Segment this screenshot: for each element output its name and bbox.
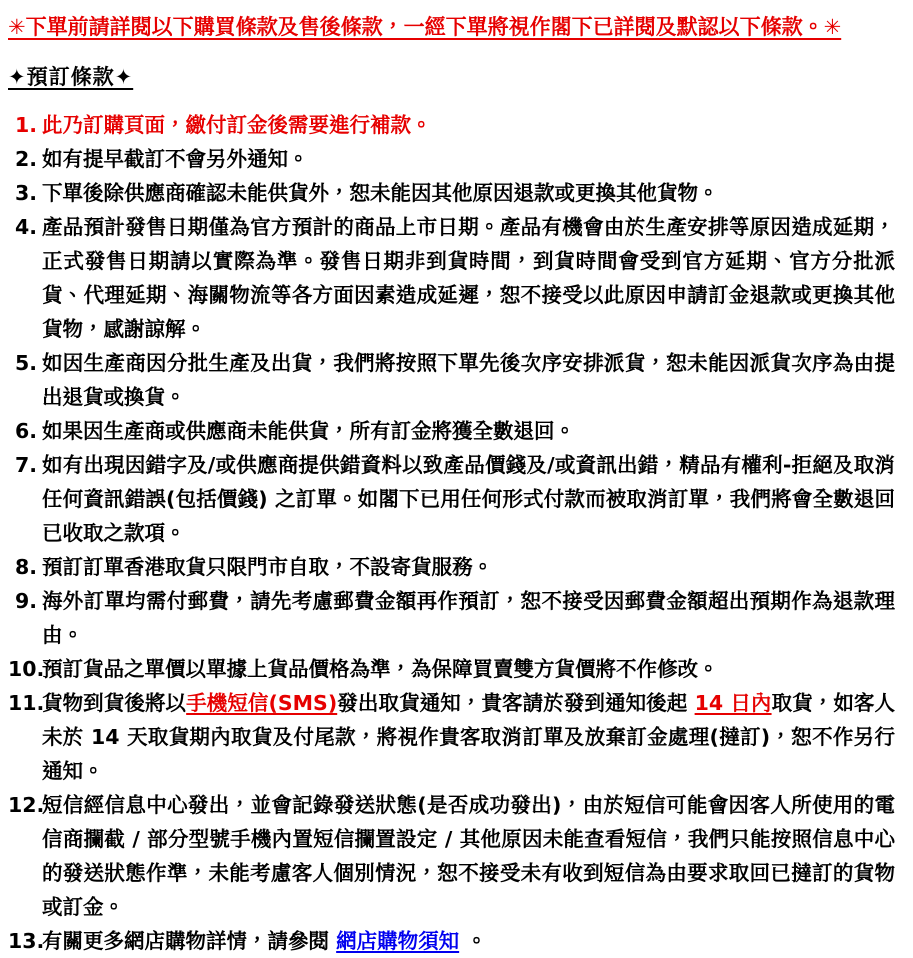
term-text xyxy=(42,147,309,171)
term-number: 3. xyxy=(14,181,37,206)
term-number: 6. xyxy=(14,419,37,444)
term-number: 2. xyxy=(14,147,37,172)
term-segment: 貨物到貨後將以 xyxy=(42,691,187,716)
term-segment: 此乃訂購頁面，繳付訂金後需要進行補款。 xyxy=(42,113,432,138)
term-item xyxy=(8,924,895,958)
term-text xyxy=(42,181,719,205)
term-number: 13. xyxy=(8,929,45,954)
term-item xyxy=(8,686,895,788)
term-item xyxy=(8,788,895,924)
term-segment: 有關更多網店購物詳情，請參閱 xyxy=(42,929,337,954)
term-text xyxy=(42,555,493,579)
term-segment: 預訂訂單香港取貨只限門市自取，不設寄貨服務。 xyxy=(42,555,493,580)
term-item xyxy=(8,550,895,584)
term-segment: 預訂貨品之單價以單據上貨品價格為準，為保障買賣雙方貨價將不作修改。 xyxy=(42,657,719,682)
term-item xyxy=(8,176,895,210)
term-number: 4. xyxy=(14,215,37,240)
term-segment: 海外訂單均需付郵費，請先考慮郵費金額再作預訂，恕不接受因郵費金額超出預期作為退款理由。 xyxy=(42,589,895,648)
terms-list xyxy=(8,108,895,958)
term-number: 10. xyxy=(8,657,45,682)
term-text xyxy=(42,691,895,783)
term-item xyxy=(8,414,895,448)
term-item xyxy=(8,210,895,346)
section-title-preorder-terms xyxy=(8,63,895,91)
term-segment: 取貨，如客人未於 14 天取貨期內取貨及付尾款，將視作貴客取消訂單及放棄訂金處理(撻訂)，恕不作另行通知。 xyxy=(42,691,896,784)
section-title-text: ✦預訂條款✦ xyxy=(8,65,134,89)
term-number: 12. xyxy=(8,793,45,818)
term-segment: 。 xyxy=(459,929,487,954)
term-number: 11. xyxy=(8,691,45,716)
pickup-deadline-highlight: 14 日內 xyxy=(694,691,772,716)
term-item xyxy=(8,142,895,176)
sms-highlight: 手機短信(SMS) xyxy=(186,691,338,716)
term-text xyxy=(42,657,719,681)
term-item xyxy=(8,448,895,550)
term-number: 7. xyxy=(14,453,37,478)
term-text xyxy=(42,215,895,341)
term-text xyxy=(42,589,895,647)
warning-title: ✳下單前請詳閱以下購買條款及售後條款，一經下單將視作閣下已詳閱及默認以下條款。✳ xyxy=(8,15,842,39)
term-item xyxy=(8,346,895,414)
term-item xyxy=(8,108,895,142)
term-segment: 短信經信息中心發出，並會記錄發送狀態(是否成功發出)，由於短信可能會因客人所使用的電信商攔截 / 部分型號手機內置短信攔置設定 / 其他原因未能查看短信，我們只能按照信息中心的發送狀態作準，未能考慮客人個別情況，恕不接受未有收到短信為由要求取回已撻訂的貨物或訂金。 xyxy=(42,793,895,920)
term-text xyxy=(42,351,895,409)
term-text xyxy=(42,793,895,919)
term-text xyxy=(42,453,895,545)
term-segment: 如因生產商因分批生產及出貨，我們將按照下單先後次序安排派貨，恕未能因派貨次序為由提出退貨或換貨。 xyxy=(42,351,895,410)
term-number: 8. xyxy=(14,555,37,580)
term-segment: 如有出現因錯字及/或供應商提供錯資料以致產品價錢及/或資訊出錯，精品有權利-拒絕及取消任何資訊錯誤(包括價錢) 之訂單。如閣下已用任何形式付款而被取消訂單，我們將會全數退回已收取之款項。 xyxy=(42,453,895,546)
term-segment: 下單後除供應商確認未能供貨外，恕未能因其他原因退款或更換其他貨物。 xyxy=(42,181,719,206)
term-number: 1. xyxy=(14,113,37,138)
term-segment: 如有提早截訂不會另外通知。 xyxy=(42,147,309,172)
term-text xyxy=(42,419,575,443)
term-text xyxy=(42,113,432,137)
shop-guide-link[interactable]: 網店購物須知 xyxy=(336,929,460,954)
term-segment: 產品預計發售日期僅為官方預計的商品上市日期。產品有機會由於生產安排等原因造成延期，正式發售日期請以實際為準。發售日期非到貨時間，到貨時間會受到官方延期、官方分批派貨、代理延期、海關物流等各方面因素造成延遲，恕不接受以此原因申請訂金退款或更換其他貨物，感謝諒解。 xyxy=(42,215,895,342)
term-number: 5. xyxy=(14,351,37,376)
term-segment: 發出取貨通知，貴客請於發到通知後起 xyxy=(337,691,695,716)
term-number: 9. xyxy=(14,589,37,614)
term-item xyxy=(8,652,895,686)
term-item xyxy=(8,584,895,652)
term-segment: 如果因生產商或供應商未能供貨，所有訂金將獲全數退回。 xyxy=(42,419,575,444)
term-text xyxy=(42,929,487,953)
